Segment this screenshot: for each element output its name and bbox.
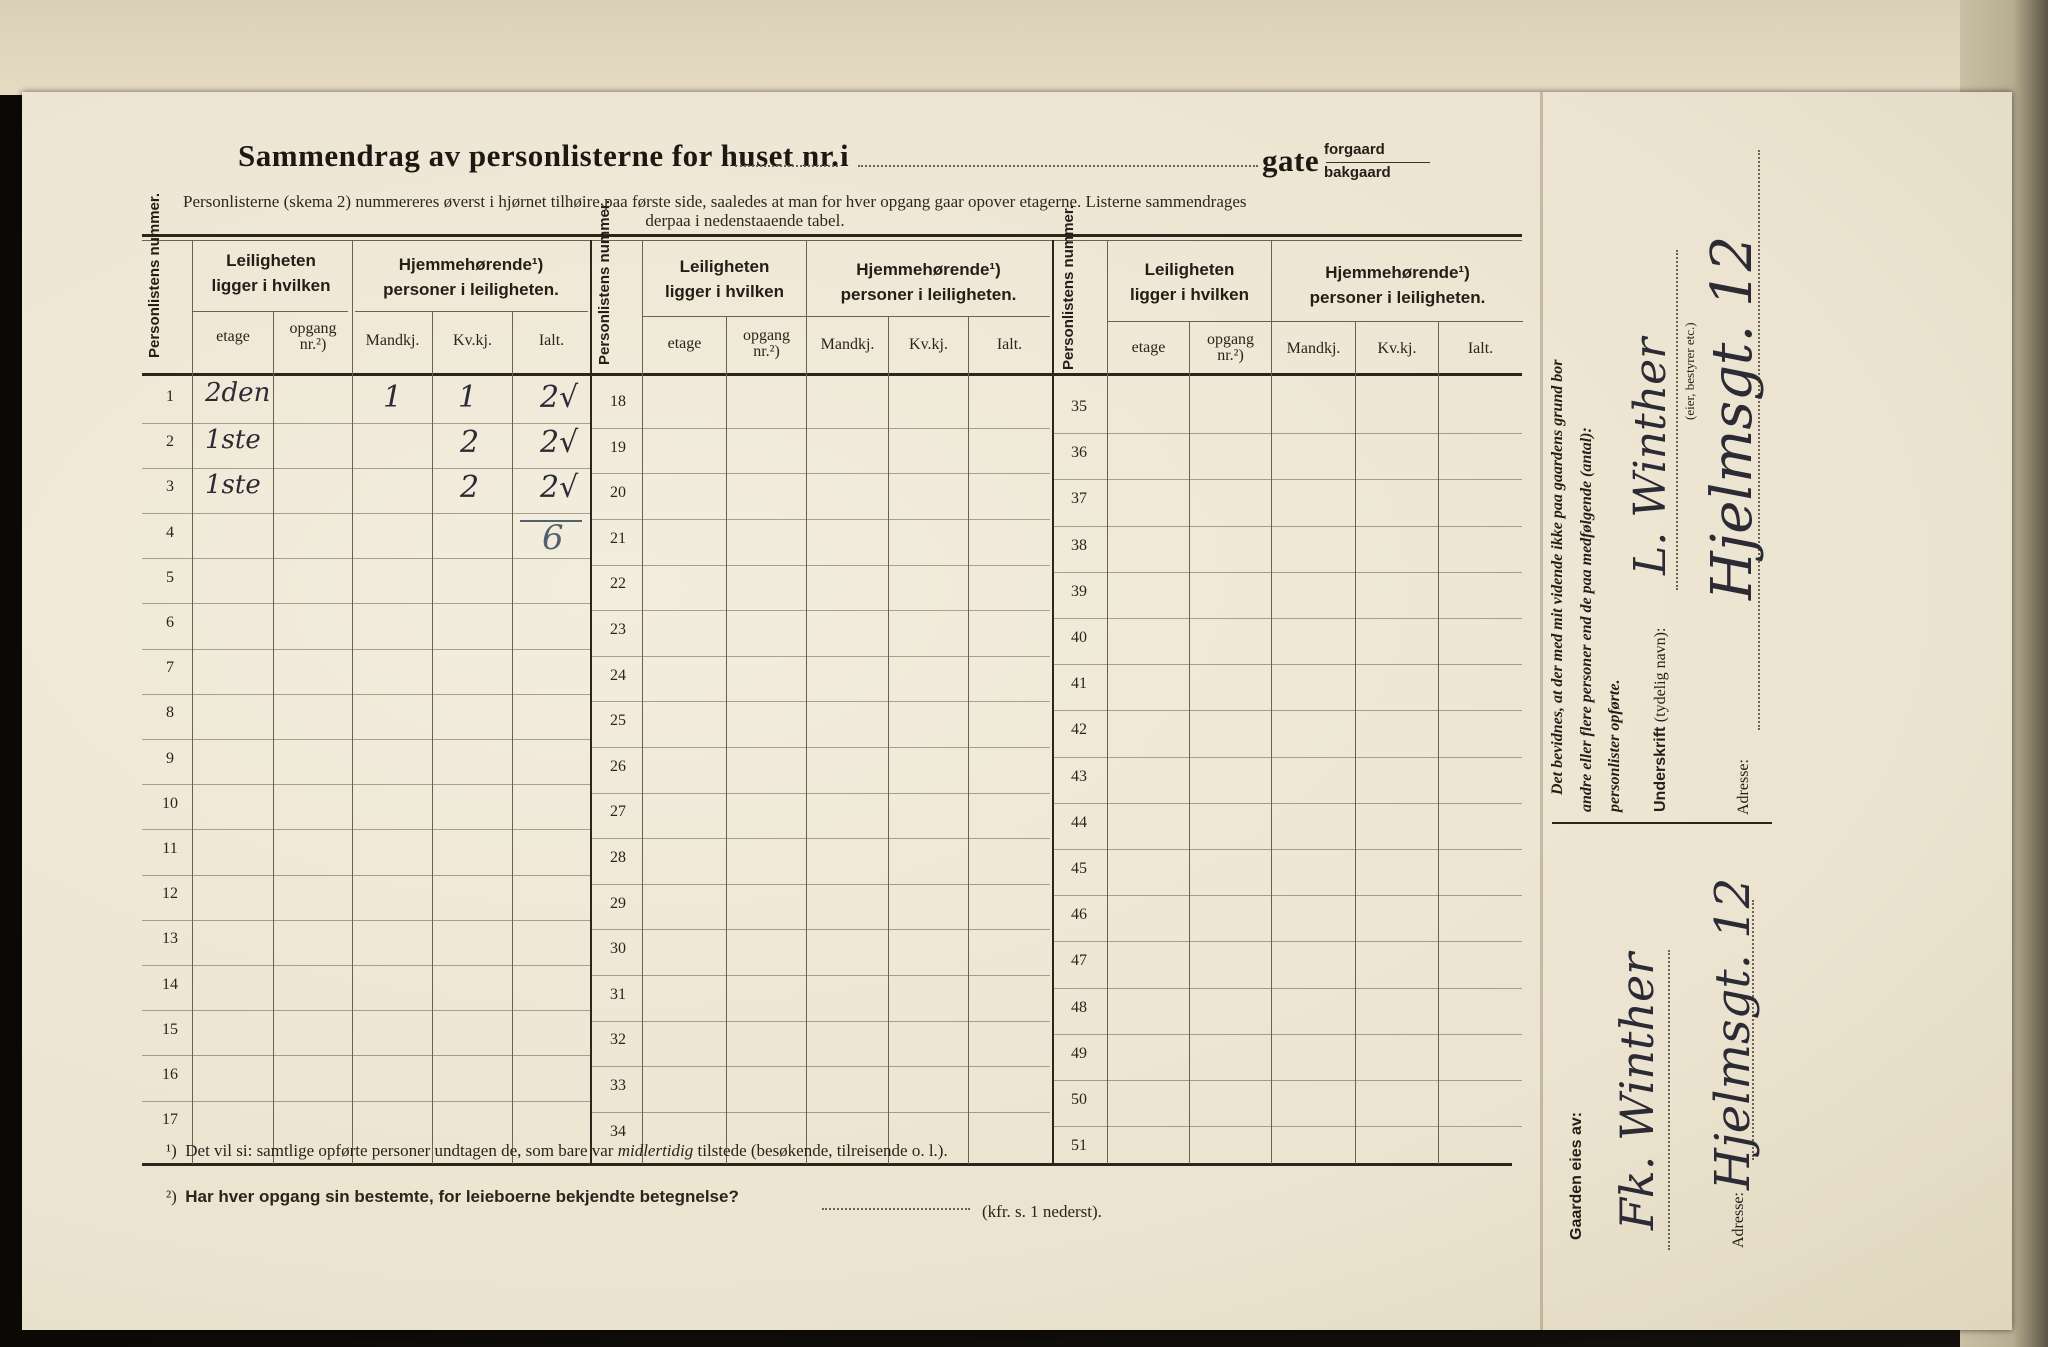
eies-adresse-value[interactable]: Hjelmsgt. 12 — [1705, 877, 1761, 1190]
row-rule — [1054, 941, 1522, 942]
b3-opgang-l1: opgang — [1206, 331, 1255, 348]
underskrift-label-text: Underskrift — [1652, 726, 1669, 812]
certify-rule — [1552, 822, 1772, 824]
row3-kvkj-entry[interactable]: 2 — [460, 470, 480, 505]
row-number: 22 — [610, 575, 626, 593]
row-rule — [592, 838, 1050, 839]
b3-col-line — [1189, 321, 1190, 1164]
row-rule — [142, 875, 590, 876]
row-rule — [142, 423, 590, 424]
block1-leil-subrule — [192, 311, 348, 312]
footnote-2 — [166, 1187, 739, 1207]
row-number: 13 — [162, 930, 178, 948]
row-rule — [592, 1021, 1050, 1022]
b3-etage-label: etage — [1131, 339, 1166, 356]
row-number: 17 — [162, 1111, 178, 1129]
instructions-line-2: derpaa i nedenstaaende tabel. — [645, 211, 845, 230]
page-fold — [1540, 92, 1543, 1330]
row-number: 11 — [162, 840, 178, 857]
row-rule — [592, 428, 1050, 429]
b1-leiligheten-header — [193, 248, 349, 298]
b2-hjemme-header — [807, 257, 1050, 307]
b2-opgang-l2: nr.²) — [753, 343, 780, 360]
row-number: 15 — [162, 1020, 178, 1038]
row-number: 41 — [1071, 675, 1087, 693]
row-rule — [142, 513, 590, 514]
row-rule — [1054, 433, 1522, 434]
b2-etage-label: etage — [667, 335, 702, 352]
row-number: 50 — [1071, 1091, 1087, 1108]
b2-col-line — [888, 316, 889, 1164]
row-number: 29 — [610, 894, 626, 912]
certify-line-3: personlister opførte. — [1606, 679, 1623, 812]
house-number-field[interactable] — [735, 165, 838, 167]
row-number: 27 — [610, 803, 626, 821]
fn1-text-a: Det vil si: samtlige opførte personer undtagen de, som bare var — [185, 1141, 614, 1160]
row-number: 35 — [1071, 398, 1087, 415]
b1-kvkj-label: Kv.kj. — [453, 332, 492, 349]
row-rule — [592, 1112, 1050, 1113]
b3-opgang-l2: nr.²) — [1217, 347, 1244, 364]
b2-leil-l2: ligger i hvilken — [664, 282, 785, 301]
row-number: 2 — [166, 433, 174, 451]
block2-hjem-subrule — [806, 316, 1050, 317]
block3-hjem-subrule — [1271, 321, 1523, 322]
b1-opgang-l2: nr.²) — [299, 336, 327, 353]
eies-field-line[interactable] — [1668, 950, 1670, 1250]
table-header-rule — [142, 373, 1522, 376]
row-rule — [592, 519, 1050, 520]
block2-leil-subrule — [642, 316, 808, 317]
b2-hjem-l1: Hjemmehørende¹) — [856, 260, 1001, 279]
b2-col-line — [968, 316, 969, 1164]
b1-col-line — [432, 311, 433, 1164]
b3-leiligheten-header — [1108, 257, 1271, 307]
row-number: 47 — [1071, 952, 1087, 970]
row-rule — [142, 739, 590, 740]
row-rule — [592, 929, 1050, 930]
table-bottom-rule — [142, 1163, 1512, 1166]
b2-leiligheten-header — [643, 254, 806, 304]
row-rule — [592, 610, 1050, 611]
row-number: 23 — [610, 621, 626, 638]
row-number: 48 — [1071, 998, 1087, 1016]
row-rule — [142, 784, 590, 785]
row-number: 8 — [166, 704, 174, 722]
row-number: 28 — [610, 849, 626, 866]
row-number: 9 — [166, 749, 174, 767]
block-divider-2 — [1052, 240, 1054, 1164]
instructions-line-1: Personlisterne (skema 2) nummereres øverst i hjørnet tilhøire paa første side, saaledes at man for hver opgang gaar opover etagerne. Listerne sammendrages — [183, 192, 1247, 211]
b2-personlistens-header: Personlistens nummer. — [596, 199, 613, 365]
adresse-value-top[interactable]: Hjelmsgt. 12 — [1700, 235, 1765, 600]
row-rule — [592, 975, 1050, 976]
b1-col-line — [192, 240, 193, 1164]
row2-kvkj-entry[interactable]: 2 — [460, 425, 480, 460]
row-rule — [1054, 803, 1522, 804]
b1-etage-label: etage — [216, 328, 250, 345]
row-number: 16 — [162, 1066, 178, 1083]
street-name-field[interactable] — [858, 165, 1258, 167]
underskrift-label — [1652, 628, 1670, 812]
row-rule — [592, 793, 1050, 794]
forgaard-label: forgaard — [1324, 141, 1385, 158]
row-number: 20 — [610, 484, 626, 502]
row1-kvkj-entry[interactable]: 1 — [458, 380, 478, 415]
underskrift-sub: (eier, bestyrer etc.) — [1682, 322, 1697, 420]
fn2-answer-field[interactable] — [822, 1208, 970, 1210]
row-rule — [142, 1101, 590, 1102]
b1-mandkj-label: Mandkj. — [365, 332, 420, 349]
certify-line-1: Det bevidnes, at der med mit vidende ikke paa gaardens grund bor — [1549, 359, 1566, 795]
row-number: 18 — [610, 393, 626, 410]
b3-hjem-l1: Hjemmehørende¹) — [1325, 263, 1470, 282]
row-number: 4 — [166, 523, 174, 541]
b3-leil-l2: ligger i hvilken — [1129, 285, 1250, 304]
row-rule — [1054, 849, 1522, 850]
b1-ialt-label: Ialt. — [538, 332, 565, 349]
row-rule — [1054, 710, 1522, 711]
table-top-rule-thin — [142, 240, 1522, 241]
row-rule — [142, 649, 590, 650]
row-rule — [592, 565, 1050, 566]
b1-personlistens-header: Personlistens nummer. — [146, 192, 163, 358]
row-rule — [592, 473, 1050, 474]
row3-etage-entry[interactable]: 1ste — [205, 470, 261, 500]
b3-kvkj-label: Kv.kj. — [1377, 340, 1417, 357]
row-number: 39 — [1071, 582, 1087, 600]
fn2-reference: (kfr. s. 1 nederst). — [982, 1202, 1102, 1221]
b1-opgang-l1: opgang — [289, 320, 337, 337]
eies-label: Gaarden eies av: — [1568, 1111, 1585, 1240]
row-number: 26 — [610, 757, 626, 775]
row-rule — [142, 694, 590, 695]
bakgaard-label: bakgaard — [1324, 164, 1391, 181]
underskrift-value[interactable]: L. Winther — [1625, 337, 1676, 575]
row-rule — [1054, 618, 1522, 619]
fn1-mark: ¹) — [166, 1141, 177, 1160]
b3-col-line — [1438, 321, 1439, 1164]
underskrift-note: (tydelig navn): — [1652, 627, 1669, 723]
row-number: 21 — [610, 529, 626, 547]
b3-hjemme-header — [1272, 260, 1523, 310]
row-rule — [142, 1010, 590, 1011]
b1-leil-l2: ligger i hvilken — [211, 276, 331, 295]
row-number: 49 — [1071, 1044, 1087, 1062]
row-number: 19 — [610, 438, 626, 456]
row-rule — [592, 747, 1050, 748]
b3-mandkj-label: Mandkj. — [1286, 340, 1341, 357]
row2-etage-entry[interactable]: 1ste — [205, 425, 261, 455]
b1-hjem-l1: Hjemmehørende¹) — [398, 255, 544, 274]
row-rule — [592, 884, 1050, 885]
b2-leil-l1: Leiligheten — [679, 257, 770, 276]
row-number: 36 — [1071, 444, 1087, 462]
table-top-rule — [142, 234, 1522, 237]
b2-hjem-l2: personer i leiligheten. — [840, 285, 1017, 304]
underskrift-field-line[interactable] — [1676, 250, 1678, 590]
fn1-text-italic: midlertidig — [617, 1141, 694, 1160]
row-number: 10 — [162, 794, 178, 812]
b2-opgang-l1: opgang — [742, 327, 791, 344]
row-number: 12 — [162, 885, 178, 903]
row-rule — [142, 558, 590, 559]
row-number: 34 — [610, 1122, 626, 1140]
row-rule — [1054, 1034, 1522, 1035]
row-rule — [1054, 1126, 1522, 1127]
row-rule — [142, 1055, 590, 1056]
underlying-page — [0, 0, 2048, 95]
row-number: 25 — [610, 712, 626, 730]
row-rule — [1054, 479, 1522, 480]
b1-hjem-l2: personer i leiligheten. — [383, 280, 559, 299]
b1-opgang-label — [274, 321, 352, 353]
row-number: 14 — [162, 975, 178, 993]
fn2-text: Har hver opgang sin bestemte, for leieboerne bekjendte betegnelse? — [185, 1187, 739, 1206]
eies-value[interactable]: Fk. Winther — [1610, 952, 1664, 1230]
b3-col-line — [1271, 240, 1272, 1164]
row-number: 32 — [610, 1031, 626, 1049]
block1-hjem-subrule — [355, 311, 588, 312]
row-rule — [1054, 526, 1522, 527]
row-rule — [1054, 757, 1522, 758]
b3-opgang-label — [1190, 332, 1271, 364]
row-rule — [1054, 895, 1522, 896]
b3-personlistens-header: Personlistens nummer. — [1060, 204, 1077, 370]
b3-col-line — [1107, 240, 1108, 1164]
b3-leil-l1: Leiligheten — [1144, 260, 1235, 279]
row-number: 7 — [166, 659, 174, 677]
b1-col-line — [512, 311, 513, 1164]
b1-col-line — [273, 311, 274, 1164]
row-rule — [142, 965, 590, 966]
row1-etage-entry[interactable]: 2den — [205, 378, 271, 408]
row3-ialt-entry[interactable]: 2√ — [540, 470, 579, 505]
fn2-mark: ²) — [166, 1187, 177, 1206]
row2-ialt-entry[interactable]: 2√ — [540, 425, 579, 460]
row-rule — [592, 656, 1050, 657]
row-rule — [142, 468, 590, 469]
row-number: 6 — [166, 614, 174, 631]
row-number: 44 — [1071, 813, 1087, 831]
row-number: 46 — [1071, 906, 1087, 924]
b2-kvkj-label: Kv.kj. — [909, 336, 948, 353]
row-number: 3 — [166, 478, 174, 496]
form-title: Sammendrag av personlisterne for huset nr. — [238, 138, 840, 173]
b2-mandkj-label: Mandkj. — [820, 336, 875, 353]
row1-ialt-entry[interactable]: 2√ — [540, 380, 579, 415]
row-rule — [142, 603, 590, 604]
b1-leil-l1: Leiligheten — [226, 251, 316, 270]
row-number: 45 — [1071, 860, 1087, 877]
eies-adresse-label: Adresse: — [1730, 1192, 1747, 1248]
row-number: 51 — [1071, 1137, 1087, 1155]
row-number: 33 — [610, 1077, 626, 1094]
fn1-text-b: tilstede (besøkende, tilreisende o. l.). — [697, 1141, 948, 1160]
row-number: 42 — [1071, 721, 1087, 739]
row-number: 31 — [610, 985, 626, 1003]
row-number: 1 — [166, 388, 174, 405]
row-rule — [1054, 988, 1522, 989]
b2-opgang-label — [727, 328, 806, 360]
row-rule — [1054, 664, 1522, 665]
pencil-total[interactable]: 6 — [542, 518, 564, 558]
title-i: i — [840, 138, 850, 173]
row-rule — [592, 701, 1050, 702]
row-rule — [142, 920, 590, 921]
b2-col-line — [726, 316, 727, 1164]
row-number: 30 — [610, 940, 626, 958]
title-gate: gate — [1262, 143, 1320, 178]
row-rule — [592, 1066, 1050, 1067]
row1-mandkj-entry[interactable]: 1 — [383, 380, 403, 415]
b3-ialt-label: Ialt. — [1467, 340, 1494, 357]
forgaard-divider — [1326, 162, 1430, 163]
row-number: 37 — [1071, 490, 1087, 508]
footnote-1 — [166, 1141, 948, 1161]
row-rule — [1054, 572, 1522, 573]
row-number: 5 — [166, 568, 174, 586]
b1-hjemme-header — [354, 252, 588, 302]
adresse-label-top: Adresse: — [1735, 759, 1752, 815]
b2-ialt-label: Ialt. — [996, 336, 1023, 353]
b1-col-line — [352, 240, 353, 1164]
row-number: 24 — [610, 666, 626, 684]
row-number: 40 — [1071, 629, 1087, 646]
row-rule — [142, 829, 590, 830]
b3-col-line — [1355, 321, 1356, 1164]
row-number: 38 — [1071, 536, 1087, 554]
row-number: 43 — [1071, 767, 1087, 785]
row-rule — [1054, 1080, 1522, 1081]
certify-line-2: andre eller flere personer end de paa medfølgende (antal): — [1578, 427, 1595, 812]
b3-hjem-l2: personer i leiligheten. — [1309, 288, 1486, 307]
